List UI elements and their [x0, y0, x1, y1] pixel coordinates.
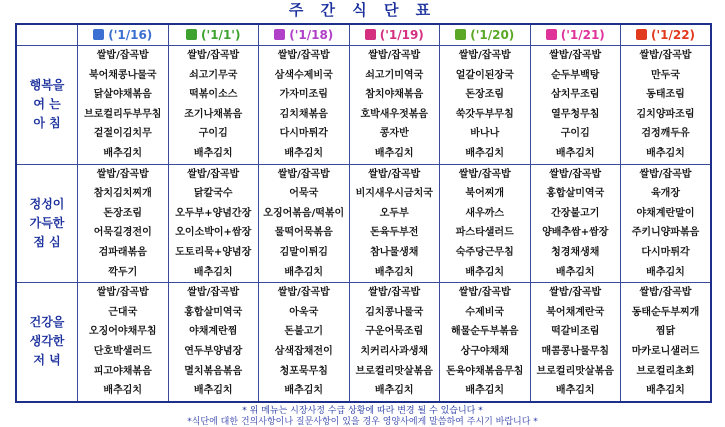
menu-item: 다시마튀각	[641, 246, 690, 258]
menu-cell	[349, 283, 440, 402]
menu-item: 쌀밥/잡곡밥	[368, 168, 421, 180]
leaf-icon	[186, 29, 197, 40]
menu-item: 물떡어묵볶음	[274, 227, 333, 239]
flower-icon	[365, 29, 376, 40]
menu-item: 멸치볶음볶음	[184, 365, 243, 377]
menu-item: 청경채생채	[551, 246, 600, 258]
menu-item: 해물순두부볶음	[450, 326, 519, 338]
menu-item: 찜닭	[655, 326, 676, 338]
menu-item: 떡갈비조림	[551, 326, 600, 338]
menu-item: 비지새우시금치국	[355, 188, 433, 200]
meal-label-line: 아 침	[33, 116, 61, 131]
menu-cell	[259, 46, 350, 165]
menu-item: 배추김치	[374, 266, 414, 278]
meal-label	[16, 283, 78, 402]
menu-item: 북어채콩나물국	[88, 69, 157, 81]
menu-item: 쌀밥/잡곡밥	[458, 287, 511, 299]
menu-item: 돈불고기	[284, 326, 324, 338]
menu-cell	[530, 46, 621, 165]
menu-item: 쌀밥/잡곡밥	[549, 168, 602, 180]
menu-cell	[259, 283, 350, 402]
menu-item: 얼갈이된장국	[455, 69, 514, 81]
menu-item: 쌀밥/잡곡밥	[549, 50, 602, 61]
menu-item: 돈육야채볶음무침	[446, 365, 524, 377]
menu-item: 육개장	[651, 188, 680, 200]
menu-item: 열무청무침	[551, 108, 600, 120]
menu-item: 돈장조림	[103, 207, 143, 219]
menu-cell	[530, 164, 621, 283]
menu-item: 쌀밥/잡곡밥	[187, 50, 240, 61]
menu-item: 바나나	[470, 128, 500, 140]
menu-item: 쌀밥/잡곡밥	[549, 287, 602, 299]
menu-item: 검파래볶음	[98, 246, 147, 258]
menu-cell	[78, 46, 169, 165]
menu-cell	[440, 164, 531, 283]
menu-cell	[621, 164, 712, 283]
menu-cell	[168, 283, 259, 402]
menu-item: 삼치무조림	[551, 89, 600, 101]
menu-item: 브로컬리맛살볶음	[536, 365, 614, 377]
menu-item: 쌀밥/잡곡밥	[368, 50, 421, 61]
menu-item: 배추김치	[374, 147, 414, 159]
menu-item: 배추김치	[284, 385, 324, 397]
menu-item: 쑥갓두부무침	[455, 108, 514, 120]
menu-item: 참치김치찌개	[93, 188, 152, 200]
menu-item: 겉절이김치무	[93, 128, 152, 140]
menu-item: 쌀밥/잡곡밥	[639, 287, 692, 299]
menu-item: 만두국	[651, 69, 680, 81]
menu-item: 간장불고기	[551, 207, 600, 219]
menu-item: 쌀밥/잡곡밥	[368, 287, 421, 299]
butterfly-icon	[274, 29, 285, 40]
menu-item: 배추김치	[193, 385, 233, 397]
footnote-menu-change: * 위 메뉴는 시장사정 수급 상황에 따라 변경 될 수 있습니다 *	[242, 406, 483, 416]
menu-cell	[78, 164, 169, 283]
menu-item: 순두부백탕	[551, 69, 600, 81]
menu-item: 피고야채볶음	[93, 365, 152, 377]
day-header: ('1/21)	[530, 24, 621, 46]
menu-item: 북어찌개	[465, 188, 505, 200]
meal-label-line: 점 심	[33, 234, 61, 249]
menu-item: 브로컬리초회	[636, 365, 695, 377]
menu-item: 파스타샐러드	[455, 227, 514, 239]
menu-item: 쌀밥/잡곡밥	[639, 50, 692, 61]
menu-cell	[259, 164, 350, 283]
menu-item: 주키니양파볶음	[631, 227, 700, 239]
day-header: ('1/16)	[78, 24, 169, 46]
menu-item: 오이소박이+쌈장	[175, 227, 252, 239]
meal-label-line: 가득한	[29, 215, 65, 230]
menu-item: 깍두기	[108, 266, 138, 278]
menu-item: 쌀밥/잡곡밥	[96, 287, 149, 299]
menu-item: 배추김치	[555, 147, 595, 159]
menu-item: 청포묵무침	[279, 365, 328, 377]
day-header: ('1/20)	[440, 24, 531, 46]
menu-item: 배추김치	[555, 266, 595, 278]
day-header: ('1/1')	[168, 24, 259, 46]
menu-item: 쌀밥/잡곡밥	[187, 287, 240, 299]
menu-item: 쌀밥/잡곡밥	[458, 50, 511, 61]
menu-item: 배추김치	[374, 385, 414, 397]
menu-item: 쇠고기미역국	[365, 69, 424, 81]
menu-item: 참치야채볶음	[365, 89, 424, 101]
menu-item: 쇠고기무국	[189, 69, 238, 81]
menu-item: 돈육두부전	[370, 227, 419, 239]
menu-cell	[168, 46, 259, 165]
menu-cell	[168, 164, 259, 283]
menu-item: 새우까스	[465, 207, 505, 219]
meal-label-line: 저 녁	[33, 353, 61, 368]
menu-item: 배추김치	[284, 266, 324, 278]
weekly-menu-table	[15, 23, 712, 403]
menu-item: 검정깨두유	[641, 128, 690, 140]
menu-item: 어묵길경전이	[93, 227, 152, 239]
footnote-suggestions: *식단에 대한 건의사항이나 질문사항이 있을 경우 영양사에게 말씀하여 주시기 바랍니다 *	[187, 417, 538, 427]
menu-item: 배추김치	[284, 147, 324, 159]
menu-item: 야채계란찜	[189, 326, 238, 338]
menu-item: 쌀밥/잡곡밥	[277, 287, 330, 299]
menu-item: 다시마튀각	[279, 128, 328, 140]
menu-item: 쌀밥/잡곡밥	[277, 168, 330, 180]
meal-label	[16, 46, 78, 165]
menu-item: 닭칼국수	[193, 188, 233, 200]
menu-item: 연두부양념장	[184, 345, 243, 357]
fire-icon	[636, 29, 647, 40]
sun-flower-icon	[93, 29, 104, 40]
menu-item: 오두부	[379, 207, 409, 219]
menu-item: 김치양파조림	[636, 108, 695, 120]
day-header: ('1/19)	[349, 24, 440, 46]
menu-item: 콩자반	[379, 128, 409, 140]
menu-item: 구이김	[198, 128, 228, 140]
menu-item: 단호박샐러드	[93, 345, 152, 357]
menu-item: 수제비국	[465, 306, 505, 318]
menu-cell	[440, 283, 531, 402]
menu-item: 쌀밥/잡곡밥	[187, 168, 240, 180]
meal-label	[16, 164, 78, 283]
menu-item: 조기나채볶음	[184, 108, 243, 120]
meal-row-lunch	[16, 164, 711, 283]
menu-cell	[530, 283, 621, 402]
menu-item: 김치콩나물국	[365, 306, 424, 318]
menu-item: 오징어야채무침	[88, 326, 157, 338]
menu-item: 야채계란말이	[636, 207, 695, 219]
menu-item: 배추김치	[103, 147, 143, 159]
menu-item: 배추김치	[465, 266, 505, 278]
menu-item: 배추김치	[646, 147, 685, 159]
menu-item: 브로컬리맛살볶음	[355, 365, 433, 377]
menu-item: 배추김치	[555, 385, 595, 397]
menu-item: 떡볶이소스	[189, 89, 238, 101]
menu-item: 배추김치	[193, 147, 233, 159]
menu-item: 양배추쌈+쌈장	[542, 227, 609, 239]
menu-item: 홍합살미역국	[546, 188, 605, 200]
menu-item: 호박새우젓볶음	[360, 108, 429, 120]
menu-cell	[78, 283, 169, 402]
menu-item: 오두부+양념간장	[175, 207, 252, 219]
menu-item: 배추김치	[646, 266, 685, 278]
meal-label-line: 생각한	[29, 334, 65, 349]
menu-item: 배추김치	[103, 385, 143, 397]
menu-item: 삼색수제비국	[274, 69, 333, 81]
menu-item: 동태순두부찌개	[631, 306, 700, 318]
menu-item: 구운어묵조림	[365, 326, 424, 338]
page-title: 주 간 식 단 표	[288, 1, 437, 19]
menu-item: 쌀밥/잡곡밥	[96, 50, 149, 61]
header-row	[16, 24, 711, 46]
menu-item: 아욱국	[289, 306, 319, 318]
menu-item: 근대국	[108, 306, 138, 318]
menu-item: 참나물생채	[370, 246, 419, 258]
menu-cell	[440, 46, 531, 165]
menu-item: 치커리사과생채	[360, 345, 429, 357]
menu-item: 김치채볶음	[279, 108, 328, 120]
meal-label-line: 건강을	[29, 315, 65, 330]
menu-item: 배추김치	[465, 385, 505, 397]
meal-row-dinner	[16, 283, 711, 402]
menu-item: 매콤콩나물무침	[541, 345, 610, 357]
menu-item: 상구야채채	[460, 345, 509, 357]
menu-item: 동태조림	[646, 89, 685, 101]
meal-label-line: 정성이	[29, 196, 65, 211]
menu-item: 어묵국	[289, 188, 319, 200]
menu-cell	[621, 46, 712, 165]
menu-item: 마카로니샐러드	[631, 345, 700, 357]
menu-item: 도토리묵+양념장	[175, 246, 252, 258]
menu-item: 숙주당근무침	[455, 246, 514, 258]
menu-item: 배추김치	[193, 266, 233, 278]
meal-label-line: 여 는	[33, 97, 61, 112]
menu-item: 쌀밥/잡곡밥	[96, 168, 149, 180]
sprout-icon	[455, 29, 466, 40]
menu-item: 홍합살미역국	[184, 306, 243, 318]
menu-item: 브로컬리두부무침	[84, 108, 162, 120]
menu-item: 쌀밥/잡곡밥	[277, 50, 330, 61]
corner-cell	[16, 24, 78, 46]
menu-cell	[349, 164, 440, 283]
meal-row-breakfast	[16, 46, 711, 165]
menu-item: 쌀밥/잡곡밥	[639, 168, 692, 180]
menu-item: 삼색잡채전이	[274, 345, 333, 357]
meal-label-line: 행복을	[29, 78, 65, 93]
menu-item: 쌀밥/잡곡밥	[458, 168, 511, 180]
day-header: ('1/22)	[621, 24, 712, 46]
menu-cell	[621, 283, 712, 402]
menu-item: 북어채계란국	[546, 306, 605, 318]
menu-item: 오징어볶음/떡볶이	[263, 207, 345, 219]
menu-item: 가자미조림	[279, 89, 328, 101]
day-header: ('1/18)	[259, 24, 350, 46]
menu-item: 닭살야채볶음	[93, 89, 152, 101]
menu-item: 김말이튀김	[279, 246, 328, 258]
star-icon	[546, 29, 557, 40]
menu-item: 배추김치	[646, 385, 685, 397]
menu-cell	[349, 46, 440, 165]
menu-item: 배추김치	[465, 147, 505, 159]
menu-item: 돈장조림	[465, 89, 505, 101]
menu-item: 구이김	[560, 128, 590, 140]
